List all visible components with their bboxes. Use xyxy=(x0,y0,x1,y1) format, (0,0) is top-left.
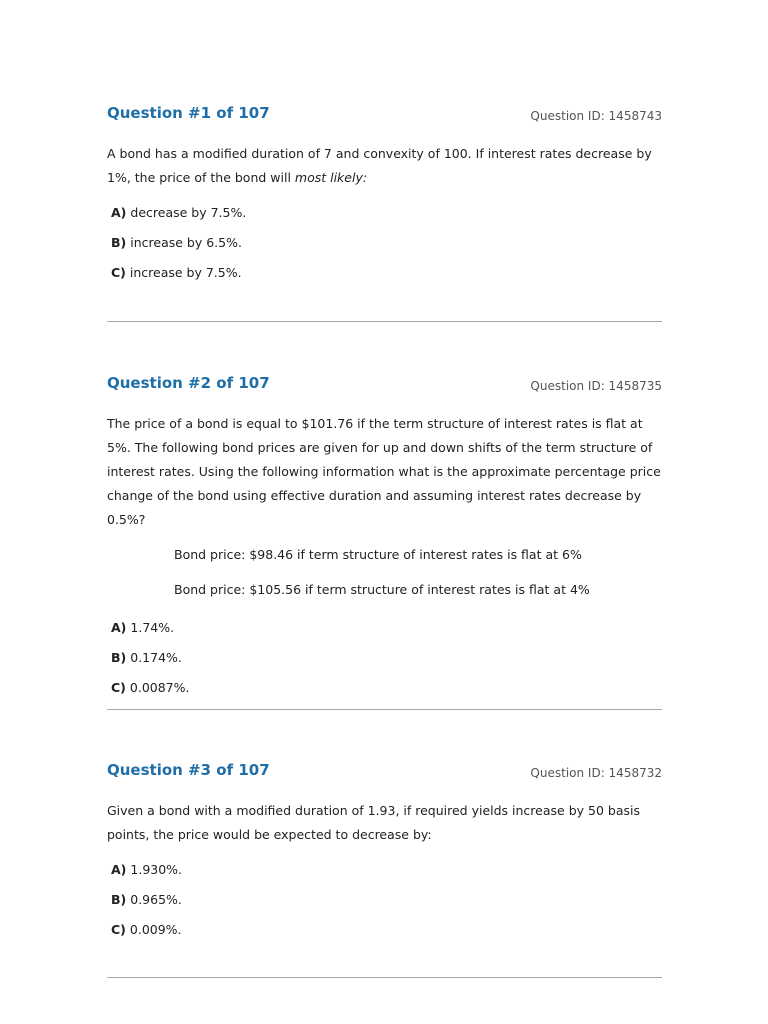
question-title: Question #3 of 107 xyxy=(107,761,270,779)
answer-choice-c[interactable] xyxy=(111,258,662,288)
answer-choice-b[interactable] xyxy=(111,885,662,915)
choice-letter: B) xyxy=(111,892,127,907)
choice-letter: B) xyxy=(111,235,127,250)
answer-choice-a[interactable] xyxy=(111,198,662,228)
question-stem-text: Given a bond with a modified duration of 1.93, if required yields increase by 50 basis points, the price would be expected to decrease by: xyxy=(107,803,640,842)
question-title: Question #2 of 107 xyxy=(107,374,270,392)
answer-choice-b[interactable] xyxy=(111,643,662,673)
question-id: Question ID: 1458735 xyxy=(530,379,662,393)
question-stem xyxy=(107,142,662,190)
choice-text: 0.965%. xyxy=(130,892,182,907)
choice-text: increase by 7.5%. xyxy=(129,265,242,280)
question-header xyxy=(107,761,662,783)
question-stem xyxy=(107,412,662,532)
bond-price-info xyxy=(107,537,662,607)
answer-choices xyxy=(107,198,662,288)
answer-choice-c[interactable] xyxy=(111,673,662,703)
question-title: Question #1 of 107 xyxy=(107,104,270,122)
question-stem-emphasis: most likely: xyxy=(294,170,368,185)
question-divider xyxy=(107,709,662,710)
choice-letter: B) xyxy=(111,650,127,665)
answer-choice-a[interactable] xyxy=(111,855,662,885)
answer-choices xyxy=(107,855,662,945)
question-block-3 xyxy=(107,761,662,945)
question-stem xyxy=(107,799,662,847)
question-id: Question ID: 1458732 xyxy=(530,766,662,780)
choice-text: 0.009%. xyxy=(129,922,182,937)
choice-text: 0.174%. xyxy=(130,650,182,665)
choice-letter: C) xyxy=(111,265,126,280)
choice-letter: C) xyxy=(111,680,126,695)
question-divider xyxy=(107,321,662,322)
choice-text: 1.74%. xyxy=(130,620,175,635)
question-divider xyxy=(107,977,662,978)
choice-letter: A) xyxy=(111,620,127,635)
answer-choice-b[interactable] xyxy=(111,228,662,258)
choice-text: 1.930%. xyxy=(130,862,183,877)
answer-choices xyxy=(107,613,662,703)
question-header xyxy=(107,104,662,126)
question-block-2 xyxy=(107,374,662,703)
bond-price-line: Bond price: $98.46 if term structure of interest rates is flat at 6% xyxy=(174,547,582,562)
choice-text: 0.0087%. xyxy=(129,680,190,695)
answer-choice-c[interactable] xyxy=(111,915,662,945)
choice-letter: A) xyxy=(111,205,127,220)
bond-price-line: Bond price: $105.56 if term structure of interest rates is flat at 4% xyxy=(174,582,590,597)
choice-text: decrease by 7.5%. xyxy=(130,205,247,220)
choice-text: increase by 6.5%. xyxy=(130,235,242,250)
answer-choice-a[interactable] xyxy=(111,613,662,643)
question-header xyxy=(107,374,662,396)
choice-letter: C) xyxy=(111,922,126,937)
question-stem-text: A bond has a modified duration of 7 and convexity of 100. If interest rates decrease by 1%, the price of the bond will xyxy=(107,146,652,185)
question-stem-text: The price of a bond is equal to $101.76 if the term structure of interest rates is flat at 5%. The following bond prices are given for up and down shifts of the term structure of interest rates. Using the following information what is the approximate percentage price change of the bond using effective duration and assuming interest rates decrease by 0.5%? xyxy=(107,416,661,527)
choice-letter: A) xyxy=(111,862,127,877)
question-block-1 xyxy=(107,104,662,288)
question-id: Question ID: 1458743 xyxy=(530,109,662,123)
